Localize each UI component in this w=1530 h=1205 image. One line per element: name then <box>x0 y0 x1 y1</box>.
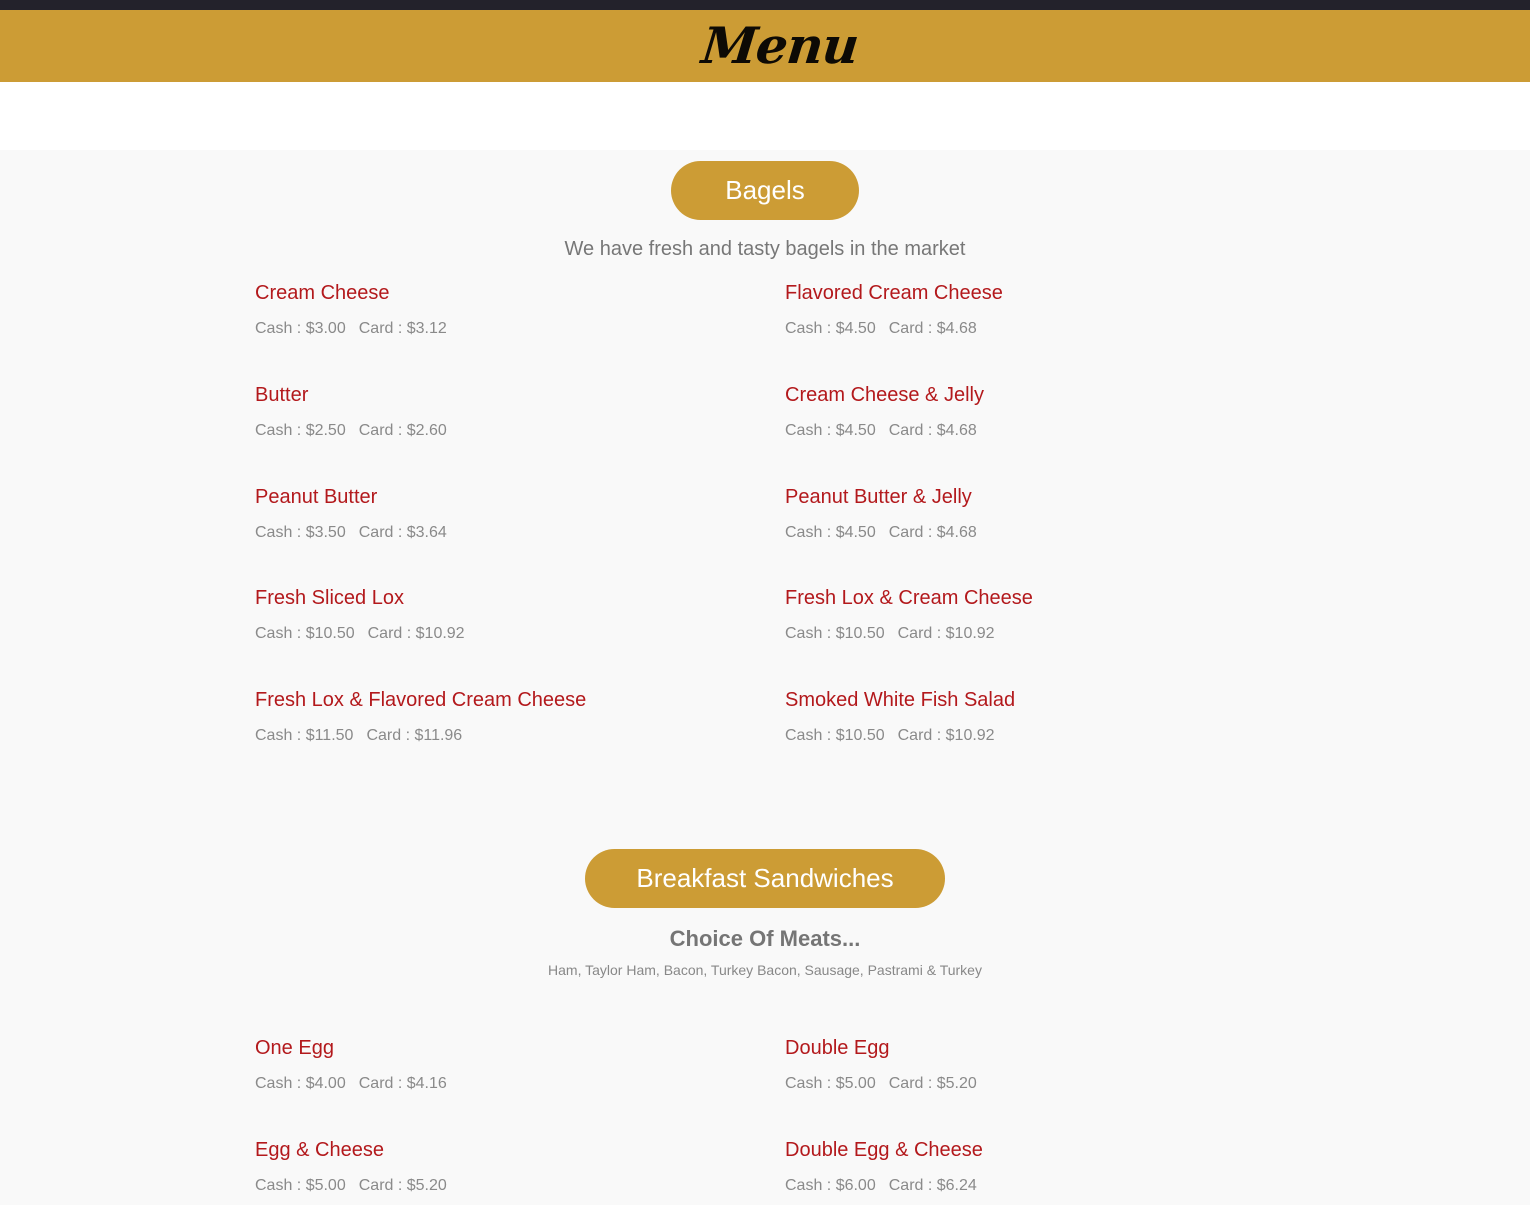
section-title-breakfast: Breakfast Sandwiches <box>585 849 945 908</box>
meats-title: Choice Of Meats... <box>669 926 861 951</box>
card-price: Card : $5.20 <box>358 1177 447 1194</box>
cash-price: Cash : $4.50 <box>785 422 876 439</box>
cash-price: Cash : $5.00 <box>255 1177 346 1194</box>
card-price: Card : $10.92 <box>897 625 995 642</box>
cash-price: Cash : $6.00 <box>785 1177 876 1194</box>
card-price: Card : $4.16 <box>358 1075 447 1092</box>
menu-item <box>785 383 1265 441</box>
section-title-bagels: Bagels <box>671 161 859 220</box>
item-name: Fresh Lox & Flavored Cream Cheese <box>255 689 587 711</box>
menu-item <box>785 586 1265 644</box>
item-name: Peanut Butter & Jelly <box>785 486 972 508</box>
item-price <box>255 624 735 644</box>
item-price <box>785 624 1265 644</box>
card-price: Card : $4.68 <box>888 422 977 439</box>
item-name: Egg & Cheese <box>255 1139 384 1161</box>
cash-price: Cash : $2.50 <box>255 422 346 439</box>
card-price: Card : $4.68 <box>888 320 977 337</box>
menu-item <box>255 586 735 644</box>
page-header <box>0 10 1530 82</box>
card-price: Card : $3.64 <box>358 524 447 541</box>
item-name: Cream Cheese & Jelly <box>785 384 984 406</box>
card-price: Card : $11.96 <box>366 727 463 744</box>
cash-price: Cash : $10.50 <box>255 625 355 642</box>
item-price <box>255 319 735 339</box>
cash-price: Cash : $3.50 <box>255 524 346 541</box>
card-price: Card : $5.20 <box>888 1075 977 1092</box>
item-name: Flavored Cream Cheese <box>785 282 1003 304</box>
item-price <box>785 523 1265 543</box>
top-bar <box>0 0 1530 10</box>
menu-item <box>785 1138 1265 1196</box>
page-title: Menu <box>699 16 862 75</box>
meats-list: Ham, Taylor Ham, Bacon, Turkey Bacon, Sausage, Pastrami & Turkey <box>548 962 982 978</box>
card-price: Card : $10.92 <box>367 625 465 642</box>
cash-price: Cash : $10.50 <box>785 625 885 642</box>
card-price: Card : $2.60 <box>358 422 447 439</box>
card-price: Card : $4.68 <box>888 524 977 541</box>
menu-item <box>255 383 735 441</box>
item-price <box>255 1176 735 1196</box>
item-price <box>255 421 735 441</box>
item-price <box>255 1074 735 1094</box>
menu-content <box>0 150 1530 1205</box>
cash-price: Cash : $4.50 <box>785 524 876 541</box>
menu-item <box>255 1036 735 1094</box>
menu-item <box>785 485 1265 543</box>
item-name: Double Egg & Cheese <box>785 1139 983 1161</box>
cash-price: Cash : $10.50 <box>785 727 885 744</box>
item-name: Double Egg <box>785 1037 890 1059</box>
item-name: Smoked White Fish Salad <box>785 689 1016 711</box>
cash-price: Cash : $4.50 <box>785 320 876 337</box>
card-price: Card : $10.92 <box>897 727 995 744</box>
cash-price: Cash : $5.00 <box>785 1075 876 1092</box>
menu-item <box>255 688 735 746</box>
item-name: One Egg <box>255 1037 334 1059</box>
item-price <box>785 726 1265 746</box>
item-name: Fresh Lox & Cream Cheese <box>785 587 1033 609</box>
item-price <box>255 523 735 543</box>
section-subtitle-bagels: We have fresh and tasty bagels in the market <box>564 238 966 260</box>
item-price <box>785 1176 1265 1196</box>
item-name: Fresh Sliced Lox <box>255 587 404 609</box>
card-price: Card : $3.12 <box>358 320 447 337</box>
menu-item <box>785 688 1265 746</box>
cash-price: Cash : $4.00 <box>255 1075 346 1092</box>
card-price: Card : $6.24 <box>888 1177 977 1194</box>
item-name: Butter <box>255 384 309 406</box>
item-name: Cream Cheese <box>255 282 390 304</box>
item-price <box>785 421 1265 441</box>
menu-item <box>255 485 735 543</box>
cash-price: Cash : $11.50 <box>255 727 354 744</box>
menu-item <box>785 1036 1265 1094</box>
cash-price: Cash : $3.00 <box>255 320 346 337</box>
menu-item <box>785 281 1265 339</box>
item-price <box>255 726 735 746</box>
item-name: Peanut Butter <box>255 486 378 508</box>
item-price <box>785 1074 1265 1094</box>
menu-item <box>255 1138 735 1196</box>
item-price <box>785 319 1265 339</box>
menu-item <box>255 281 735 339</box>
